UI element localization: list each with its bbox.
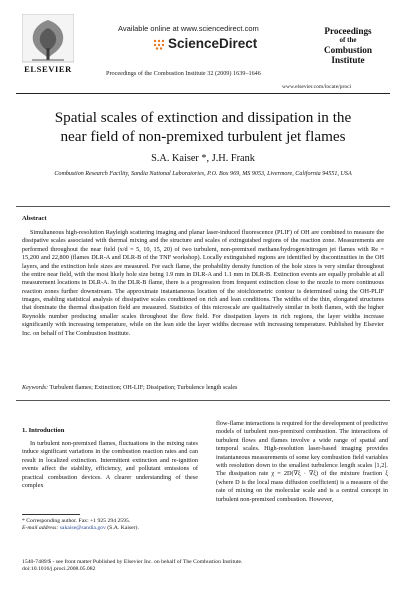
journal-title-box (305, 26, 391, 66)
journal-title-line-4: Institute (331, 55, 365, 66)
section-heading-introduction: 1. Introduction (22, 427, 65, 434)
abstract-body (22, 229, 384, 338)
abstract-top-divider (16, 206, 390, 207)
keywords-label: Keywords: (22, 385, 49, 391)
abstract-text: Simultaneous high-resolution Rayleigh scattering imaging and planar laser-induced fluorescence (PLIF) of OH are combined to measure the dissipative scales associated with thermal mixing and the structure and scales of extinguished regions of the reaction zone. Measurements are performed throughout the near field (x/d = 5, 10, 15, 20) of two turbulent, non-premixed methane/hydrogen/nitrogen jet flames with Re = 15,200 and 22,800 (flames DLR-A and DLR-B of the TNF workshop). Locally extinguished regions are identified by discontinuities in the OH layers, and the extinction hole sizes are measured. For each flame, the probability density function of the hole sizes is very similar throughout the entire near field, with the most likely hole size being 1.9 mm in DLR-A and 1.1 mm in DLR-B. Extinction events are equally probable at all measurement locations in DLR-A. In the DLR-B flame, there is a progression from frequent extinction close to the nozzle to more continuous reaction zones further downstream. The approximate instantaneous location of the stoichiometric contour is determined using the OH-PLIF images, enabling statistical analysis of dissipative scales conditioned on rich and lean conditions. The widths of the thin, elongated structures that dominate the thermal dissipation field are measured. Statistics of this microscale are qualitatively similar in both flames, with the higher Reynolds number producing smaller scales throughout the flow field. For dissipation layers in rich regions, the layer widths increase significantly with increasing temperature, while on the lean side the layer widths decrease with increasing temperature. Published by Elsevier Inc. on behalf of The Combustion Institute. (22, 229, 384, 337)
keywords-line (22, 385, 384, 391)
abstract-bottom-divider (16, 400, 390, 401)
issn-line: 1540-7489/$ - see front matter Published by Elsevier Inc. on behalf of The Combustion Institute. (22, 559, 243, 565)
journal-title-line-3: Combustion (324, 45, 372, 56)
journal-title-line-2: of the (339, 36, 357, 45)
article-authors: S.A. Kaiser *, J.H. Frank (151, 153, 255, 164)
corresponding-author-footnote (22, 518, 202, 532)
publisher-logo-label: ELSEVIER (24, 64, 72, 74)
email-line (22, 525, 202, 532)
header-divider (16, 93, 390, 94)
journal-title-line-1: Proceedings (324, 26, 372, 36)
abstract-heading: Abstract (22, 215, 47, 222)
body-column-right (216, 420, 388, 504)
journal-url-link[interactable]: www.elsevier.com/locate/proci (282, 84, 352, 90)
sciencedirect-logo-text: ScienceDirect (168, 36, 258, 51)
doi-line[interactable]: doi:10.1016/j.proci.2008.05.082 (22, 566, 96, 573)
footnote-divider (22, 514, 80, 515)
body-column-left (22, 440, 198, 490)
author-affiliation: Combustion Research Facility, Sandia National Laboratories, P.O. Box 969, MS 9053, Livermore, California 94551, USA (54, 171, 352, 177)
copyright-notes (22, 559, 384, 574)
email-suffix: (S.A. Kaiser). (105, 525, 139, 532)
email-link[interactable]: sakaise@sandia.gov (59, 525, 106, 532)
available-online-text: Available online at www.sciencedirect.com (118, 24, 259, 33)
corresponding-author-note: * Corresponding author. Fax: +1 925 294 2595. (22, 518, 131, 524)
intro-paragraph-1: In turbulent non-premixed flames, fluctuations in the mixing rates induce significant variations in the combustion reaction rates and can result in localized extinction. Intermittent extinction and re-ignition events affect the stability, efficiency, and pollutant emissions of practical combustion devices. A clearer understanding of these complex (22, 440, 198, 490)
sciencedirect-mark-icon (152, 38, 166, 50)
intro-paragraph-continued: flow-flame interactions is required for the development of predictive models of turbulent non-premixed combustion. The interactions of turbulent flows and flames involve a wide range of spatial and temporal scales. High-resolution laser-based imaging provides instantaneous measurements of some key combustion field variables with resolution down to the smallest turbulence length scales [1,2]. The dissipation rate χ = 2D(∇ξ · ∇ξ) of the mixture fraction ξ (where D is the local mass diffusion coefficient) is a measure of the rate of mixing on the molecular scale and is a central concept in turbulent non-premixed combustion. However, (216, 420, 388, 503)
journal-citation: Proceedings of the Combustion Institute 32 (2009) 1639–1646 (106, 70, 261, 77)
keywords-text: Turbulent flames; Extinction; OH-LIF; Dissipation; Turbulence length scales (48, 385, 238, 391)
email-label: E-mail address: (22, 525, 59, 532)
article-title: Spatial scales of extinction and dissipation in the near field of non-premixed turbulent jet flames (54, 109, 352, 145)
